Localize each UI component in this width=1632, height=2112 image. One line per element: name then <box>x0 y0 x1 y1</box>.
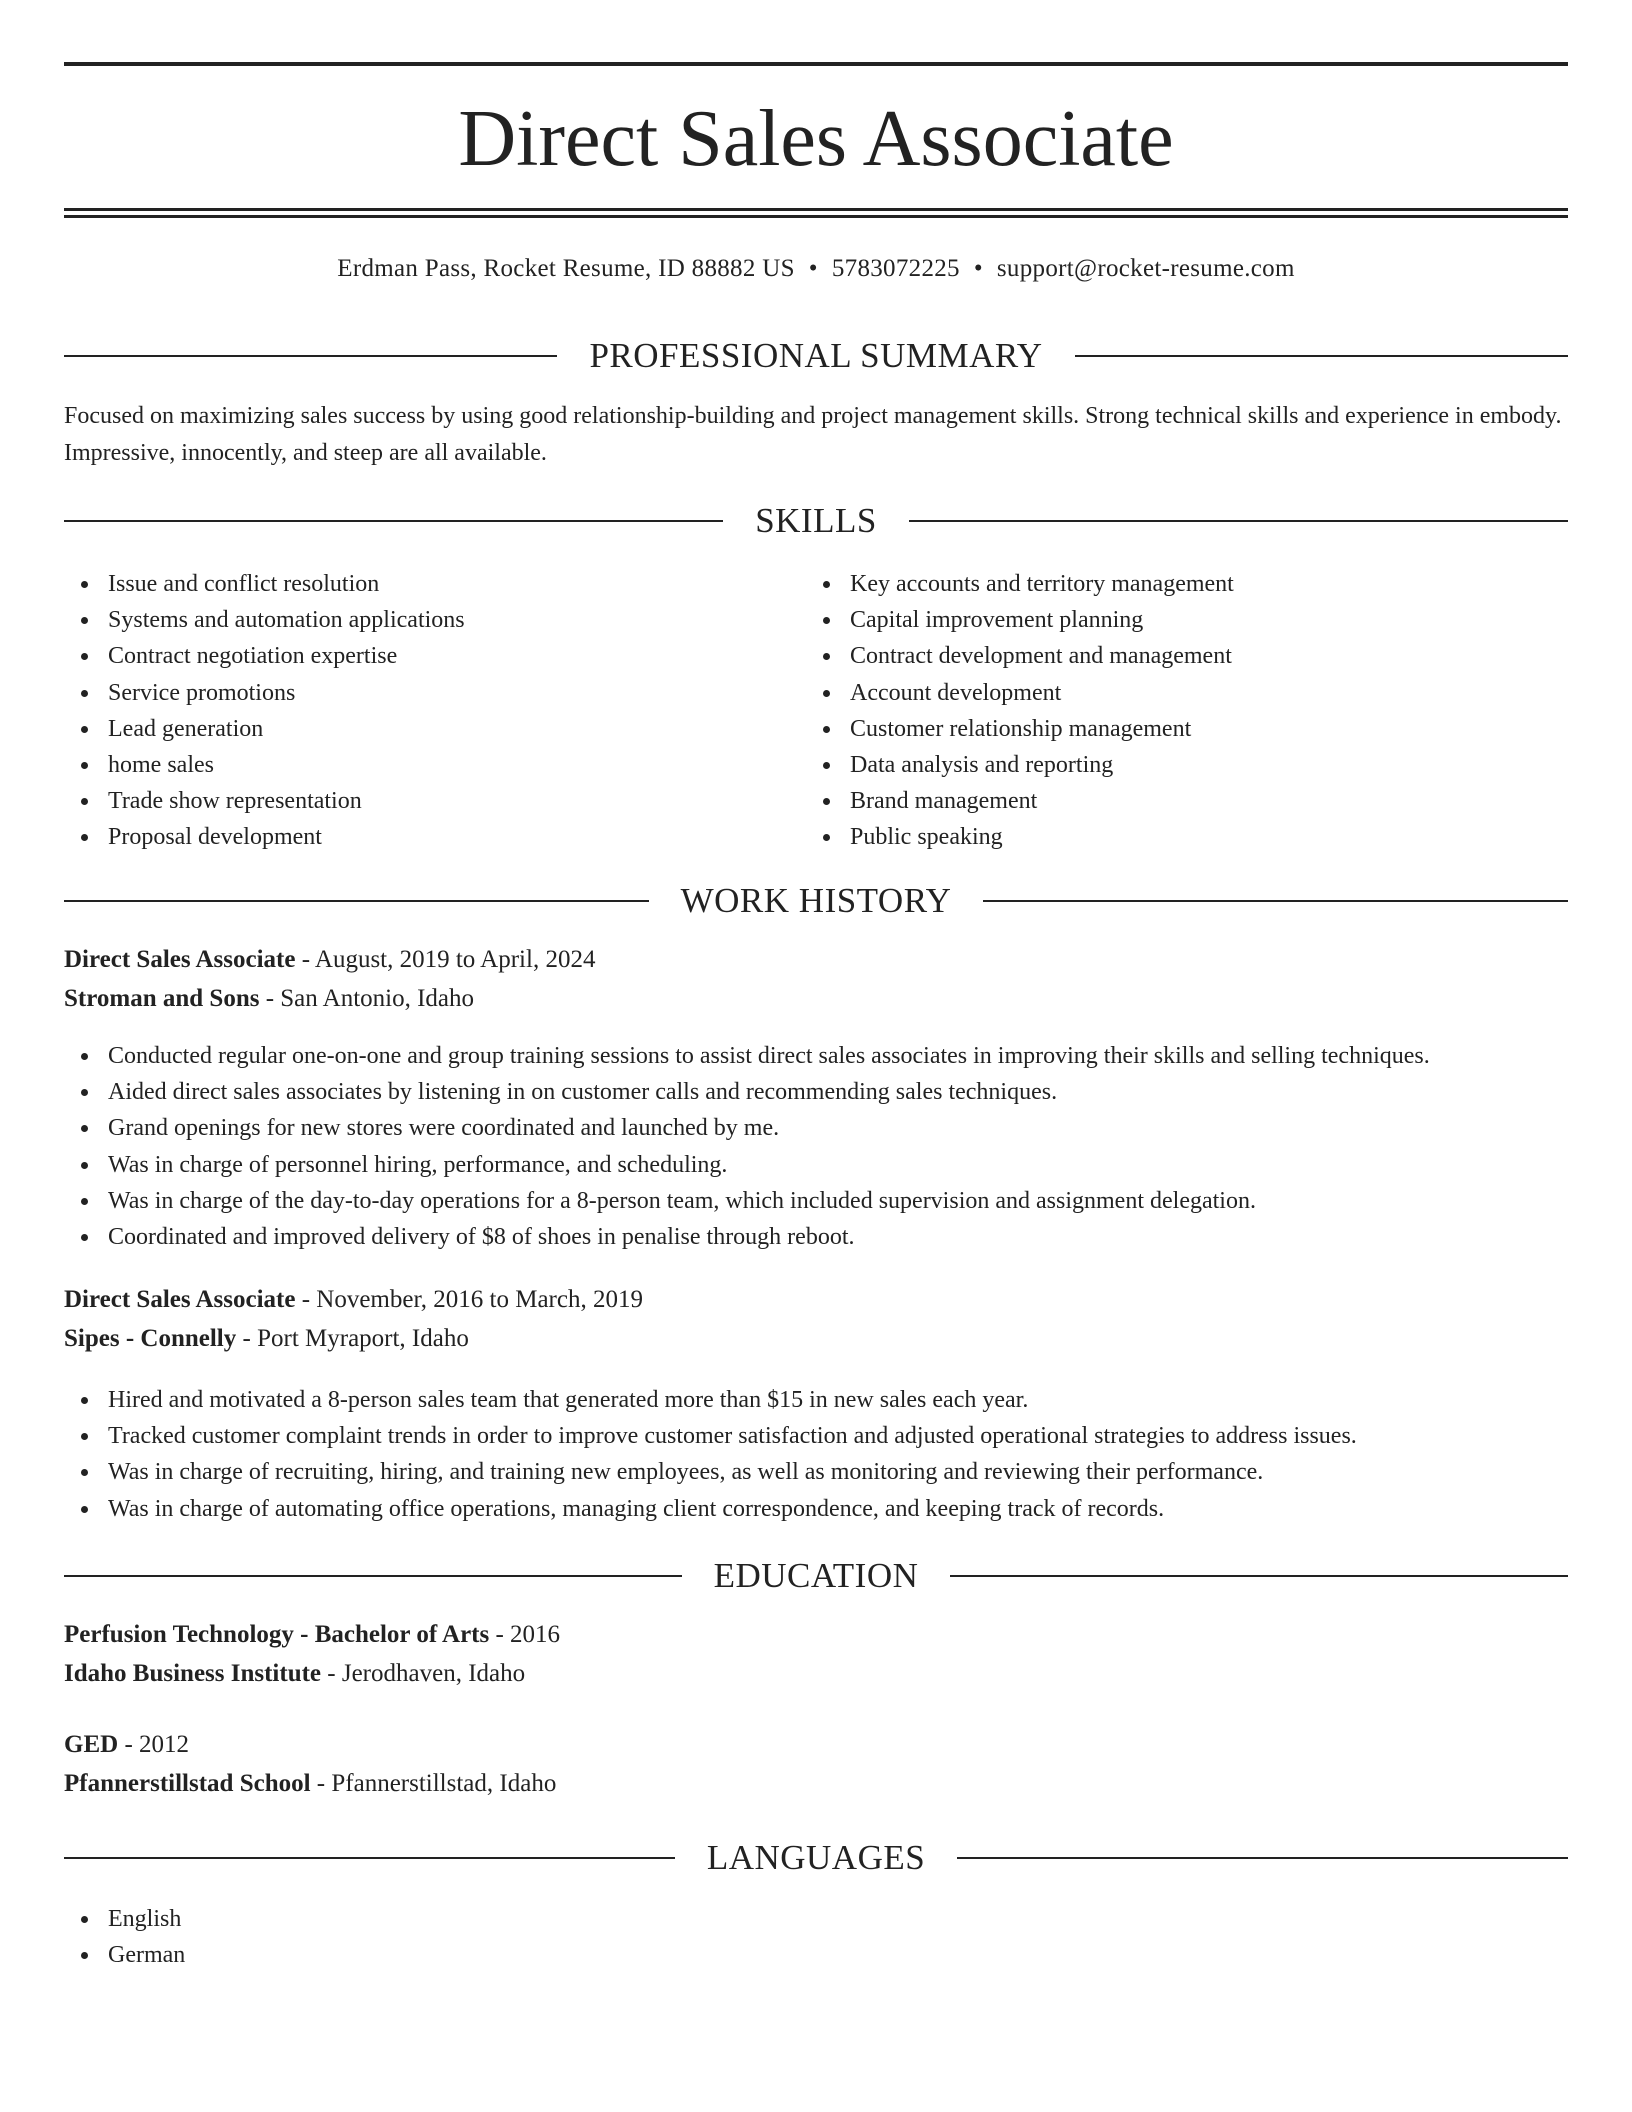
skill-item: Issue and conflict resolution <box>64 566 804 602</box>
heading-rule <box>950 1575 1568 1577</box>
job-location: - San Antonio, Idaho <box>259 985 475 1012</box>
top-rule <box>64 62 1568 66</box>
education-school: Idaho Business Institute <box>64 1660 322 1687</box>
job-bullet: Was in charge of recruiting, hiring, and training new employees, as well as monitoring and reviewing their performance. <box>64 1454 1568 1490</box>
skills-list-right <box>806 566 1566 856</box>
heading-rule <box>64 1857 675 1859</box>
skill-item: Account development <box>806 675 1566 711</box>
job-company-line <box>64 1322 1568 1356</box>
contact-separator: • <box>973 255 983 282</box>
skill-item: Trade show representation <box>64 783 804 819</box>
job-title-line <box>64 943 1568 977</box>
languages-list <box>64 1901 1568 1973</box>
education-year: - 2012 <box>118 1731 190 1758</box>
heading-rule <box>957 1857 1568 1859</box>
language-item: German <box>64 1937 1568 1973</box>
job-bullet: Grand openings for new stores were coordinated and launched by me. <box>64 1110 1568 1146</box>
job-bullets <box>64 1382 1568 1527</box>
job-dates: - August, 2019 to April, 2024 <box>295 946 596 973</box>
job-bullet: Was in charge of automating office operations, managing client correspondence, and keeping track of records. <box>64 1491 1568 1527</box>
education-year: - 2016 <box>489 1621 561 1648</box>
skill-item: Public speaking <box>806 819 1566 855</box>
education-degree-line <box>64 1618 1568 1652</box>
contact-separator: • <box>808 255 818 282</box>
job-bullet: Coordinated and improved delivery of $8 of shoes in penalise through reboot. <box>64 1219 1568 1255</box>
skill-item: Systems and automation applications <box>64 602 804 638</box>
job-company: Sipes - Connelly <box>64 1325 237 1352</box>
job-title: Direct Sales Associate <box>64 946 296 973</box>
skill-item: Customer relationship management <box>806 711 1566 747</box>
section-title: WORK HISTORY <box>680 881 952 920</box>
section-heading-skills <box>64 499 1568 543</box>
job-location: - Port Myraport, Idaho <box>236 1325 469 1352</box>
heading-rule <box>983 900 1568 902</box>
heading-rule <box>909 520 1568 522</box>
skill-item: Capital improvement planning <box>806 602 1566 638</box>
skill-item: Contract negotiation expertise <box>64 638 804 674</box>
education-degree: Perfusion Technology - Bachelor of Arts <box>64 1621 490 1648</box>
title-double-rule-lower <box>64 215 1568 218</box>
job-title: Direct Sales Associate <box>64 1286 296 1313</box>
education-school-line <box>64 1767 1568 1801</box>
skill-item: Key accounts and territory management <box>806 566 1566 602</box>
education-degree-line <box>64 1728 1568 1762</box>
skill-item: home sales <box>64 747 804 783</box>
education-location: - Pfannerstillstad, Idaho <box>310 1770 557 1797</box>
job-bullet: Hired and motivated a 8-person sales team that generated more than $15 in new sales each year. <box>64 1382 1568 1418</box>
heading-rule <box>1075 355 1568 357</box>
education-school: Pfannerstillstad School <box>64 1770 311 1797</box>
education-location: - Jerodhaven, Idaho <box>321 1660 526 1687</box>
skill-item: Contract development and management <box>806 638 1566 674</box>
title-double-rule-upper <box>64 208 1568 211</box>
section-heading-languages <box>64 1836 1568 1880</box>
skill-item: Lead generation <box>64 711 804 747</box>
contact-phone: 5783072225 <box>831 255 960 282</box>
job-bullet: Tracked customer complaint trends in order to improve customer satisfaction and adjusted operational strategies to address issues. <box>64 1418 1568 1454</box>
language-item: English <box>64 1901 1568 1937</box>
job-bullet: Was in charge of personnel hiring, performance, and scheduling. <box>64 1147 1568 1183</box>
heading-rule <box>64 1575 682 1577</box>
job-bullet: Was in charge of the day-to-day operations for a 8-person team, which included supervision and assignment delegation. <box>64 1183 1568 1219</box>
job-dates: - November, 2016 to March, 2019 <box>295 1286 643 1313</box>
education-degree: GED <box>64 1731 119 1758</box>
section-heading-summary <box>64 334 1568 378</box>
skill-item: Proposal development <box>64 819 804 855</box>
job-company: Stroman and Sons <box>64 985 260 1012</box>
heading-rule <box>64 900 649 902</box>
skill-item: Data analysis and reporting <box>806 747 1566 783</box>
summary-text: Focused on maximizing sales success by using good relationship-building and project management skills. Strong technical skills and experience in embody. Impressive, innocently, and steep are all available. <box>64 403 1562 466</box>
contact-address: Erdman Pass, Rocket Resume, ID 88882 US <box>337 255 795 282</box>
section-title: LANGUAGES <box>706 1838 926 1877</box>
heading-rule <box>64 355 557 357</box>
contact-line <box>64 252 1568 286</box>
skill-item: Service promotions <box>64 675 804 711</box>
job-bullet: Conducted regular one-on-one and group training sessions to assist direct sales associates in improving their skills and selling techniques. <box>64 1038 1568 1074</box>
education-school-line <box>64 1657 1568 1691</box>
section-heading-work <box>64 879 1568 923</box>
job-company-line <box>64 982 1568 1016</box>
section-title: SKILLS <box>755 501 877 540</box>
skill-item: Brand management <box>806 783 1566 819</box>
section-title: EDUCATION <box>713 1556 919 1595</box>
skills-list-left <box>64 566 804 856</box>
job-title-line <box>64 1283 1568 1317</box>
job-bullet: Aided direct sales associates by listening in on customer calls and recommending sales techniques. <box>64 1074 1568 1110</box>
section-title: PROFESSIONAL SUMMARY <box>589 336 1043 375</box>
job-bullets <box>64 1038 1568 1255</box>
heading-rule <box>64 520 723 522</box>
contact-email: support@rocket-resume.com <box>996 255 1295 282</box>
section-heading-education <box>64 1554 1568 1598</box>
resume-title: Direct Sales Associate <box>458 95 1174 183</box>
